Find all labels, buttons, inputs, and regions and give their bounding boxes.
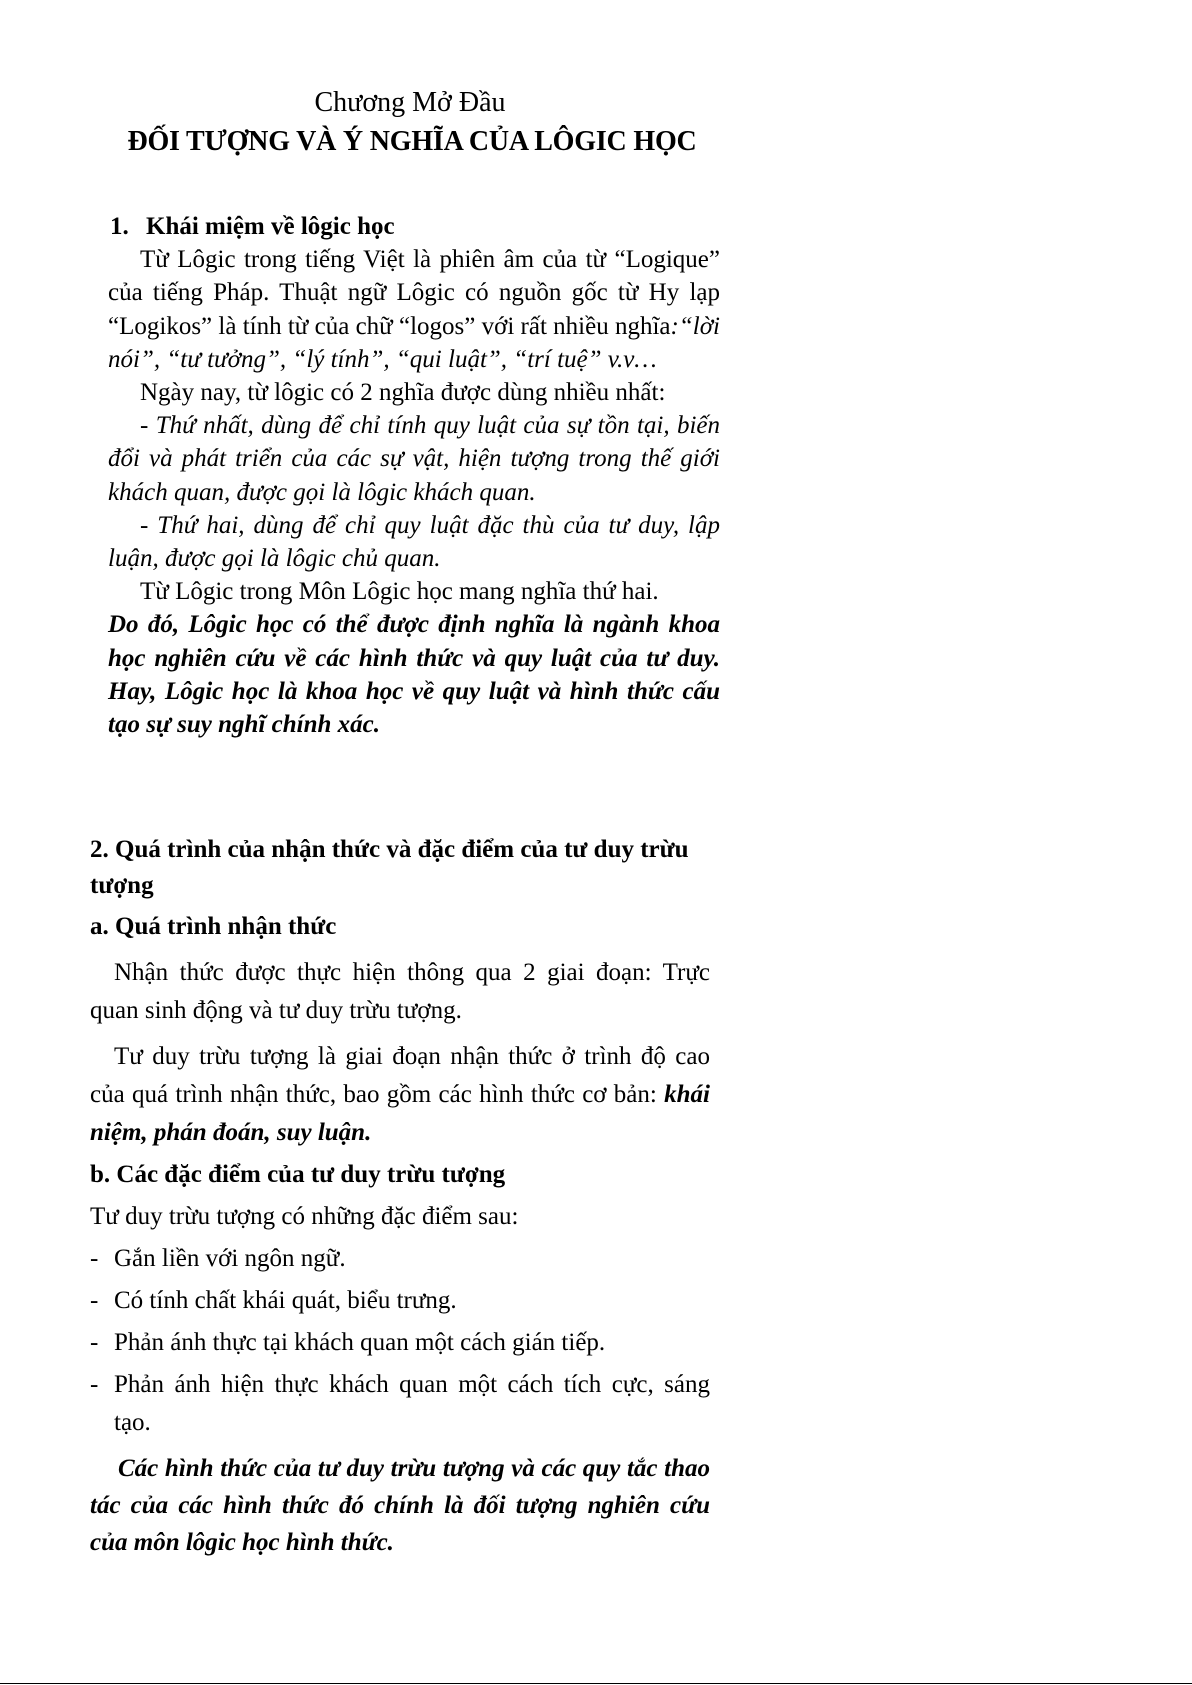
- paragraph-abstract-thinking: [90, 1038, 710, 1152]
- dash-marker: -: [90, 1329, 99, 1356]
- footer-divider: [0, 1683, 1192, 1684]
- paragraph-abstract-thinking-text: Tư duy trừu tượng là giai đoạn nhận thức ở trình độ cao của quá trình nhận thức, bao gồm các hình thức cơ bản:: [90, 1043, 710, 1108]
- paragraph-characteristics-intro: Tư duy trừu tượng có những đặc điểm sau:: [90, 1203, 519, 1230]
- list-item: [90, 1282, 710, 1320]
- section-1-number: 1.: [110, 213, 129, 240]
- paragraph-objective-logic: - Thứ nhất, dùng để chỉ tính quy luật của sự tồn tại, biến đổi và phát triển của các sự vật, hiện tượng trong thế giới khách quan, được gọi là lôgic khách quan.: [108, 412, 720, 506]
- paragraph-logic-origin-text: Từ Lôgic trong tiếng Việt là phiên âm của từ “Logique” của tiếng Pháp. Thuật ngữ Lôgic có nguồn gốc từ Hy lạp “Logikos” là tính từ của chữ “logos” với rất nhiều nghĩa: [108, 246, 720, 340]
- chapter-label: Chương Mở Đầu: [314, 87, 506, 118]
- paragraph-two-meanings: Ngày nay, từ lôgic có 2 nghĩa được dùng nhiều nhất:: [140, 379, 666, 407]
- list-item-text: Gắn liền với ngôn ngữ.: [114, 1245, 346, 1272]
- chapter-title: ĐỐI TƯỢNG VÀ Ý NGHĨA CỦA LÔGIC HỌC: [127, 126, 697, 157]
- list-item-text: Phản ánh hiện thực khách quan một cách tích cực, sáng tạo.: [114, 1371, 710, 1436]
- paragraph-cognition-stages: Nhận thức được thực hiện thông qua 2 giai đoạn: Trực quan sinh động và tư duy trừu tượng.: [90, 959, 710, 1024]
- dash-marker: -: [90, 1371, 99, 1398]
- section-1: [90, 210, 720, 741]
- characteristics-list: [90, 1240, 710, 1442]
- paragraph-abstract-thinking-forms: khái niệm, phán đoán, suy luận.: [90, 1081, 710, 1146]
- list-item: [90, 1366, 710, 1442]
- paragraph-logic-meanings: :“lời nói”, “tư tưởng”, “lý tính”, “qui luật”, “trí tuệ” v.v…: [108, 312, 720, 373]
- dash-marker: -: [90, 1245, 99, 1272]
- list-item-text: Phản ánh thực tại khách quan một cách gián tiếp.: [114, 1329, 606, 1356]
- section-2: [90, 832, 720, 1561]
- section-2-heading: 2. Quá trình của nhận thức và đặc điểm của tư duy trừu tượng: [90, 836, 689, 899]
- section-1-heading: [90, 210, 720, 243]
- paragraph-logic-origin: [90, 243, 720, 376]
- section-1-title: Khái miệm về lôgic học: [146, 213, 395, 240]
- paragraph-conclusion: Các hình thức của tư duy trừu tượng và các quy tắc thao tác của các hình thức đó chính là đối tượng nghiên cứu của môn lôgic học hình thức.: [90, 1455, 710, 1556]
- subsection-a-heading: a. Quá trình nhận thức: [90, 913, 337, 940]
- list-item: [90, 1240, 710, 1278]
- paragraph-subjective-logic: - Thứ hai, dùng để chỉ quy luật đặc thù của tư duy, lập luận, được gọi là lôgic chủ quan.: [108, 511, 720, 573]
- paragraph-logic-definition: Do đó, Lôgic học có thể được định nghĩa là ngành khoa học nghiên cứu về các hình thức và quy luật của tư duy. Hay, Lôgic học là khoa học về quy luật và hình thức cấu tạo sự suy nghĩ chính xác.: [108, 611, 720, 739]
- list-item-text: Có tính chất khái quát, biểu trưng.: [114, 1287, 457, 1314]
- subsection-b-heading: b. Các đặc điểm của tư duy trừu tượng: [90, 1161, 506, 1188]
- dash-marker: -: [90, 1287, 99, 1314]
- list-item: [90, 1324, 710, 1362]
- paragraph-second-meaning: Từ Lôgic trong Môn Lôgic học mang nghĩa thứ hai.: [140, 578, 659, 606]
